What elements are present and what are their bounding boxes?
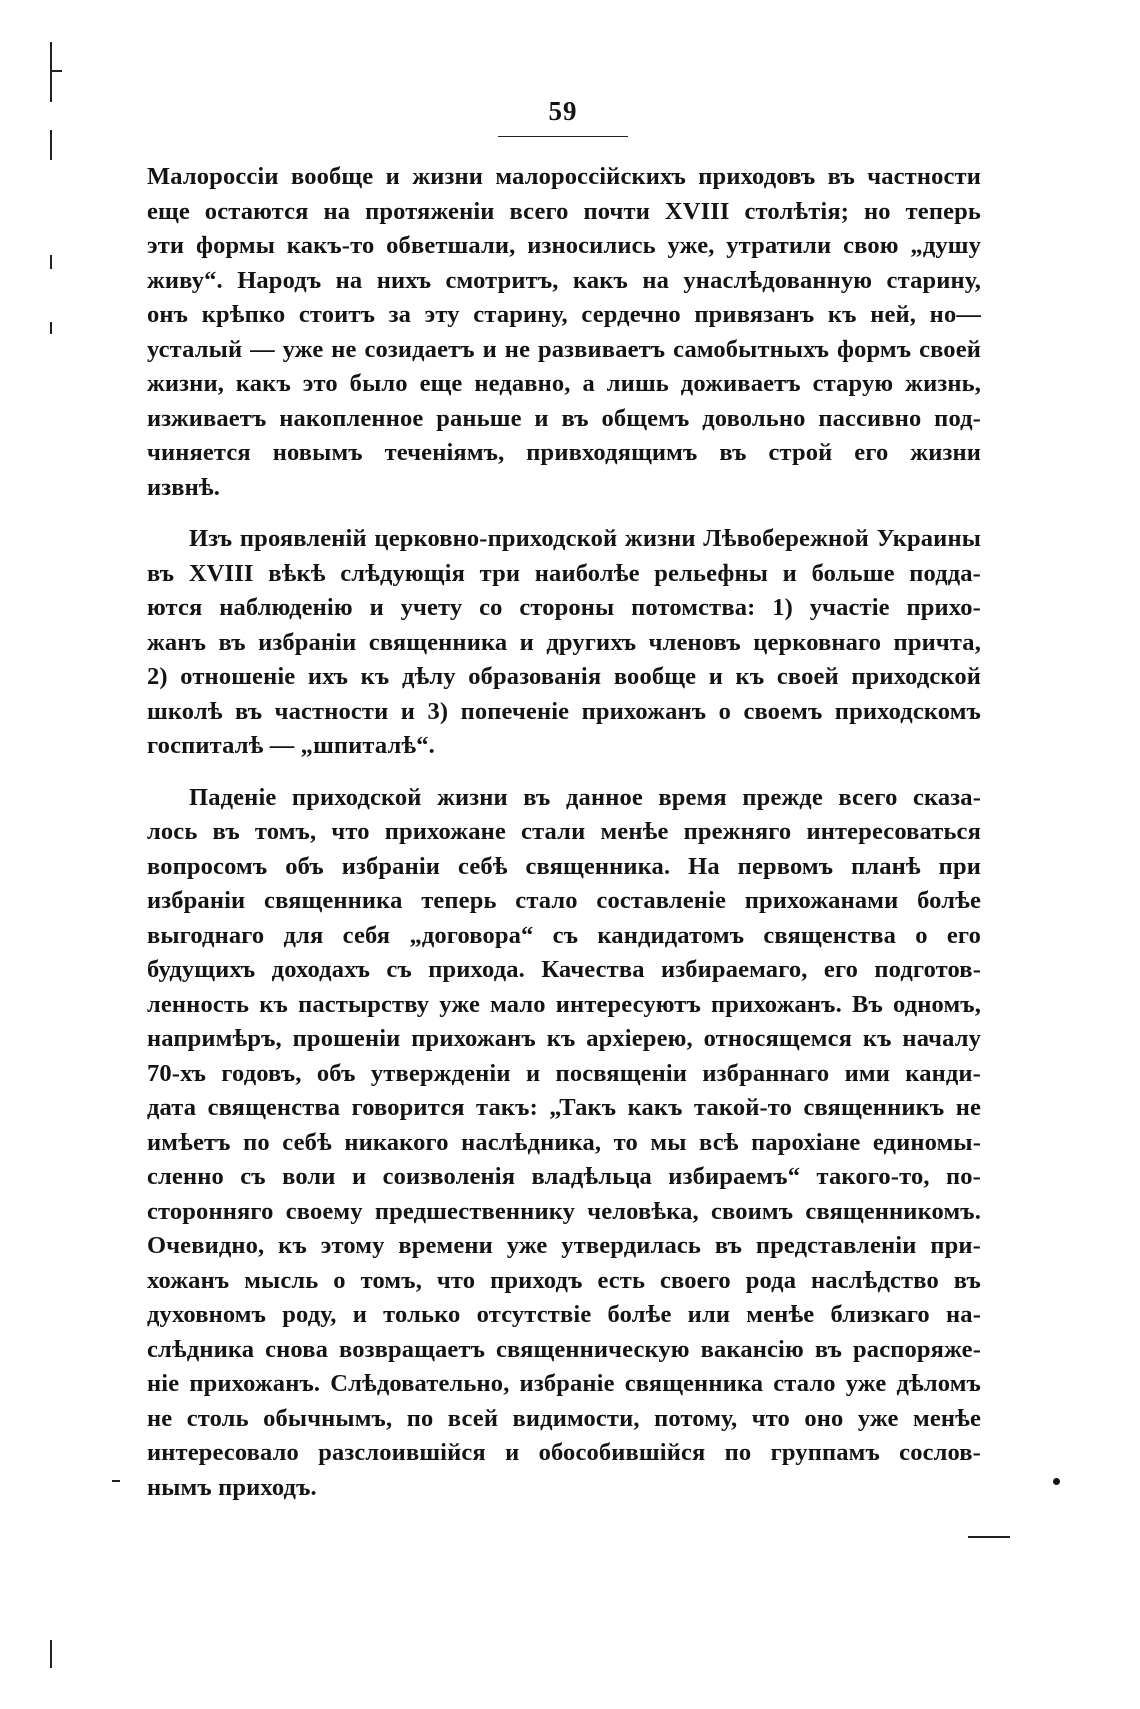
scan-margin-mark <box>968 1536 1010 1538</box>
text-line: эти формы какъ-то обветшали, износились уже, утратили свою „душу <box>147 232 981 259</box>
paragraph-3 <box>147 781 981 1506</box>
text-line: школѣ въ частности и 3) попеченіе прихожанъ о своемъ приходскомъ <box>147 697 981 725</box>
text-line: онъ крѣпко стоитъ за эту старину, сердечно привязанъ къ ней, но— <box>147 301 981 328</box>
scan-margin-mark <box>112 1480 120 1482</box>
body-text <box>147 160 981 1522</box>
text-line: слѣдника снова возвращаетъ священническую вакансію въ распоряже- <box>147 1335 981 1363</box>
text-line: сторонняго своему предшественнику человѣка, своимъ священникомъ. <box>147 1197 981 1225</box>
text-line: нымъ приходъ. <box>147 1473 317 1501</box>
text-line: 2) отношеніе ихъ къ дѣлу образованія вообще и къ своей приходской <box>147 663 981 690</box>
text-line: 70-хъ годовъ, объ утвержденіи и посвященіи избраннаго ими канди- <box>147 1059 981 1087</box>
text-line: дата священства говорится такъ: „Такъ какъ такой-то священникъ не <box>147 1094 981 1121</box>
text-line: Паденіе приходской жизни въ данное время прежде всего сказа- <box>189 783 981 811</box>
scan-speck <box>1053 1478 1060 1485</box>
paragraph-2 <box>147 522 981 764</box>
text-line: Малороссіи вообще и жизни малороссійскихъ приходовъ въ частности <box>147 163 981 190</box>
text-line: ются наблюденію и учету со стороны потомства: 1) участіе прихо- <box>147 594 981 621</box>
header-rule <box>498 136 628 137</box>
text-line: жанъ въ избраніи священника и другихъ членовъ церковнаго причта, <box>147 628 981 656</box>
text-line: ленность къ пастырству уже мало интересуютъ прихожанъ. Въ одномъ, <box>147 990 981 1018</box>
text-line: напримѣръ, прошеніи прихожанъ къ архіерею, относящемся къ началу <box>147 1025 981 1052</box>
text-line: изживаетъ накопленное раньше и въ общемъ довольно пассивно под- <box>147 404 981 432</box>
scan-margin-mark <box>50 42 52 102</box>
text-line: живу“. Народъ на нихъ смотритъ, какъ на унаслѣдованную старину, <box>147 266 981 294</box>
text-line: вопросомъ объ избраніи себѣ священника. На первомъ планѣ при <box>147 852 981 880</box>
text-line: сленно съ воли и соизволенія владѣльца избираемъ“ такого-то, по- <box>147 1163 981 1190</box>
text-line: жизни, какъ это было еще недавно, а лишь доживаетъ старую жизнь, <box>147 370 981 397</box>
text-line: духовномъ роду, и только отсутствіе болѣе или менѣе близкаго на- <box>147 1301 981 1328</box>
text-line: выгоднаго для себя „договора“ съ кандидатомъ священства о его <box>147 921 981 949</box>
text-line: усталый — уже не созидаетъ и не развиваетъ самобытныхъ формъ своей <box>147 335 981 363</box>
text-line: ніе прихожанъ. Слѣдовательно, избраніе священника стало уже дѣломъ <box>147 1370 981 1397</box>
text-line: лось въ томъ, что прихожане стали менѣе прежняго интересоваться <box>147 818 981 845</box>
text-line: будущихъ доходахъ съ прихода. Качества избираемаго, его подготов- <box>147 956 981 983</box>
text-line: Очевидно, къ этому времени уже утвердилась въ представленіи при- <box>147 1232 981 1259</box>
scan-margin-mark <box>50 1640 52 1668</box>
text-line: извнѣ. <box>147 473 221 501</box>
text-line: имѣетъ по себѣ никакого наслѣдника, то мы всѣ парохіане единомы- <box>147 1128 981 1156</box>
text-line: интересовало разслоившійся и обособившійся по группамъ сослов- <box>147 1439 981 1466</box>
scan-margin-mark <box>50 322 52 334</box>
text-line: не столь обычнымъ, по всей видимости, потому, что оно уже менѣе <box>147 1404 981 1432</box>
text-line: еще остаются на протяженіи всего почти XVIII столѣтія; но теперь <box>147 197 981 225</box>
paragraph-1 <box>147 160 981 505</box>
scan-margin-mark <box>50 255 52 269</box>
text-line: чиняется новымъ теченіямъ, привходящимъ въ строй его жизни <box>147 439 981 466</box>
text-line: хожанъ мысль о томъ, что приходъ есть своего рода наслѣдство въ <box>147 1266 981 1294</box>
text-line: госпиталѣ — „шпиталѣ“. <box>147 732 435 759</box>
page-number: 59 <box>548 96 578 126</box>
scan-margin-mark <box>52 70 62 72</box>
text-line: избраніи священника теперь стало составленіе прихожанами болѣе <box>147 887 981 914</box>
text-line: въ XVIII вѣкѣ слѣдующія три наиболѣе рельефны и больше поддa- <box>147 559 981 587</box>
scan-margin-mark <box>50 130 52 160</box>
text-line: Изъ проявленій церковно-приходской жизни Лѣвобережной Украины <box>189 525 981 552</box>
